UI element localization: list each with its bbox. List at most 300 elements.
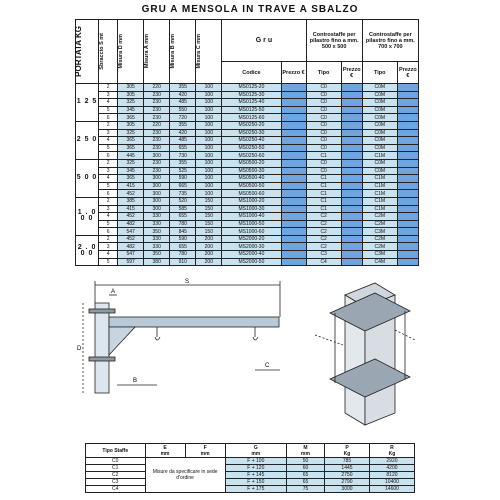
misura-c-cell: 100 xyxy=(196,91,222,99)
misura-c-cell: 100 xyxy=(196,152,222,160)
dim-label-c: C xyxy=(265,363,270,369)
misura-a-cell: 230 xyxy=(144,99,170,107)
misura-b-cell: 910 xyxy=(170,258,196,266)
prezzo-gru-cell xyxy=(281,114,306,122)
sbraccio-cell: 3 xyxy=(99,91,118,99)
tipo-700-cell: C1M xyxy=(362,152,397,160)
prezzo-700-cell xyxy=(397,197,418,205)
table-row xyxy=(76,235,419,243)
prezzo-500-cell xyxy=(341,137,362,145)
prezzo-700-cell xyxy=(397,159,418,167)
prezzo-gru-cell xyxy=(281,251,306,259)
r-cell: 4200 xyxy=(369,465,414,472)
prezzo-700-cell xyxy=(397,114,418,122)
misura-b-cell: 485 xyxy=(170,99,196,107)
prezzo-gru-cell xyxy=(281,213,306,221)
misura-a-cell: 220 xyxy=(144,121,170,129)
header-prezzo-500: Prezzo € xyxy=(341,62,362,84)
tipo-700-cell: C0M xyxy=(362,167,397,175)
misura-c-cell: 100 xyxy=(196,137,222,145)
prezzo-500-cell xyxy=(341,114,362,122)
prezzo-gru-cell xyxy=(281,235,306,243)
sbraccio-cell: 2 xyxy=(99,197,118,205)
table-row xyxy=(86,479,415,486)
misura-a-cell: 230 xyxy=(144,129,170,137)
tipo-500-cell: C2 xyxy=(306,243,341,251)
portata-cell: 1 2 5 xyxy=(76,84,99,122)
sbraccio-cell: 3 xyxy=(99,129,118,137)
misura-d-cell: 365 xyxy=(118,175,144,183)
prezzo-500-cell xyxy=(341,228,362,236)
prezzo-gru-cell xyxy=(281,106,306,114)
sbraccio-cell: 6 xyxy=(99,190,118,198)
m-cell: 60 xyxy=(286,465,324,472)
codice-cell: MS2000-40 xyxy=(222,251,281,259)
prezzo-700-cell xyxy=(397,258,418,266)
prezzo-700-cell xyxy=(397,84,418,92)
g-cell: F + 175 xyxy=(225,486,286,493)
header-m: M mm xyxy=(286,444,324,458)
prezzo-500-cell xyxy=(341,258,362,266)
misura-a-cell: 220 xyxy=(144,84,170,92)
misura-b-cell: 550 xyxy=(170,106,196,114)
header-prezzo-700: Prezzo € xyxy=(397,62,418,84)
prezzo-gru-cell xyxy=(281,182,306,190)
page-title: GRU A MENSOLA IN TRAVE A SBALZO xyxy=(141,4,359,15)
table-row xyxy=(86,458,415,465)
misura-c-cell: 150 xyxy=(196,228,222,236)
dim-label-d: D xyxy=(77,346,82,352)
prezzo-gru-cell xyxy=(281,197,306,205)
tipo-700-cell: C1M xyxy=(362,175,397,183)
prezzo-500-cell xyxy=(341,190,362,198)
table-row xyxy=(76,91,419,99)
misura-a-cell: 230 xyxy=(144,167,170,175)
codice-cell: MS0250-40 xyxy=(222,137,281,145)
codice-cell: MS1000-60 xyxy=(222,228,281,236)
tipo-500-cell: C2 xyxy=(306,220,341,228)
misura-d-cell: 325 xyxy=(118,99,144,107)
portata-cell: 2 5 0 xyxy=(76,121,99,159)
tipo-700-cell: C0M xyxy=(362,99,397,107)
misura-b-cell: 735 xyxy=(170,190,196,198)
header-controstaffe-500: Controstaffe per pilastro fino a mm. 500 x 500 xyxy=(306,20,362,62)
prezzo-500-cell xyxy=(341,205,362,213)
sbraccio-cell: 2 xyxy=(99,84,118,92)
portata-cell: 5 0 0 xyxy=(76,159,99,197)
misura-c-cell: 150 xyxy=(196,197,222,205)
table-row xyxy=(86,486,415,493)
misura-d-cell: 305 xyxy=(118,91,144,99)
misura-c-cell: 150 xyxy=(196,220,222,228)
table-row xyxy=(76,175,419,183)
misura-d-cell: 547 xyxy=(118,228,144,236)
tipo-700-cell: C4M xyxy=(362,258,397,266)
misura-c-cell: 100 xyxy=(196,175,222,183)
misura-d-cell: 452 xyxy=(118,235,144,243)
misura-d-cell: 445 xyxy=(118,152,144,160)
sbraccio-cell: 3 xyxy=(99,205,118,213)
sbraccio-cell: 5 xyxy=(99,220,118,228)
misura-d-cell: 452 xyxy=(118,213,144,221)
table-row xyxy=(76,220,419,228)
misura-c-cell: 150 xyxy=(196,213,222,221)
prezzo-700-cell xyxy=(397,137,418,145)
prezzo-700-cell xyxy=(397,99,418,107)
misura-a-cell: 230 xyxy=(144,159,170,167)
sbraccio-cell: 3 xyxy=(99,167,118,175)
prezzo-700-cell xyxy=(397,251,418,259)
prezzo-700-cell xyxy=(397,106,418,114)
tipo-staffe-cell: C1 xyxy=(86,465,146,472)
codice-cell: MS0250-60 xyxy=(222,152,281,160)
misura-d-cell: 365 xyxy=(118,114,144,122)
misura-b-cell: 520 xyxy=(170,197,196,205)
codice-cell: MS2000-30 xyxy=(222,243,281,251)
misura-a-cell: 350 xyxy=(144,251,170,259)
tipo-700-cell: C3M xyxy=(362,251,397,259)
misura-a-cell: 330 xyxy=(144,243,170,251)
m-cell: 75 xyxy=(286,486,324,493)
crane-diagram xyxy=(75,275,420,440)
tipo-700-cell: C2M xyxy=(362,243,397,251)
header-controstaffe-700: Controstaffe per pilastro fino a mm. 700 x 700 xyxy=(362,20,418,62)
table-row xyxy=(76,243,419,251)
p-cell: 785 xyxy=(325,458,370,465)
table-row xyxy=(76,84,419,92)
r-cell: 10400 xyxy=(369,479,414,486)
codice-cell: MS0125-20 xyxy=(222,84,281,92)
tipo-500-cell: C1 xyxy=(306,205,341,213)
misura-c-cell: 100 xyxy=(196,121,222,129)
misura-b-cell: 730 xyxy=(170,152,196,160)
table-row xyxy=(76,228,419,236)
prezzo-700-cell xyxy=(397,190,418,198)
tipo-500-cell: C0 xyxy=(306,121,341,129)
prezzo-500-cell xyxy=(341,144,362,152)
prezzo-gru-cell xyxy=(281,205,306,213)
misura-c-cell: 100 xyxy=(196,99,222,107)
table-row xyxy=(76,106,419,114)
sbraccio-cell: 5 xyxy=(99,182,118,190)
header-misura-c: Misura C mm xyxy=(196,20,222,84)
header-prezzo-gru: Prezzo € xyxy=(281,62,306,84)
misura-b-cell: 590 xyxy=(170,175,196,183)
misura-d-cell: 547 xyxy=(118,251,144,259)
m-cell: 50 xyxy=(286,458,324,465)
header-gru: G r u xyxy=(222,20,306,62)
prezzo-700-cell xyxy=(397,167,418,175)
prezzo-500-cell xyxy=(341,197,362,205)
table-row xyxy=(76,251,419,259)
g-cell: F + 145 xyxy=(225,472,286,479)
r-cell: 14600 xyxy=(369,486,414,493)
misura-a-cell: 330 xyxy=(144,235,170,243)
misura-d-cell: 597 xyxy=(118,258,144,266)
misura-c-cell: 200 xyxy=(196,258,222,266)
prezzo-500-cell xyxy=(341,91,362,99)
g-cell: F + 150 xyxy=(225,479,286,486)
sbraccio-cell: 6 xyxy=(99,152,118,160)
sbraccio-cell: 2 xyxy=(99,159,118,167)
misura-b-cell: 780 xyxy=(170,220,196,228)
tipo-700-cell: C3M xyxy=(362,228,397,236)
table-row xyxy=(76,121,419,129)
misura-c-cell: 100 xyxy=(196,167,222,175)
codice-cell: MS0500-20 xyxy=(222,159,281,167)
tipo-700-cell: C0M xyxy=(362,137,397,145)
misura-c-cell: 150 xyxy=(196,205,222,213)
header-e: E mm xyxy=(145,444,185,458)
p-cell: 2750 xyxy=(325,472,370,479)
prezzo-gru-cell xyxy=(281,84,306,92)
misura-a-cell: 330 xyxy=(144,213,170,221)
misura-d-cell: 325 xyxy=(118,159,144,167)
m-cell: 65 xyxy=(286,479,324,486)
prezzo-500-cell xyxy=(341,243,362,251)
prezzo-700-cell xyxy=(397,235,418,243)
tipo-700-cell: C1M xyxy=(362,190,397,198)
prezzo-700-cell xyxy=(397,220,418,228)
misura-a-cell: 230 xyxy=(144,91,170,99)
prezzo-500-cell xyxy=(341,121,362,129)
misura-a-cell: 230 xyxy=(144,114,170,122)
dim-label-a: A xyxy=(111,289,116,295)
prezzo-500-cell xyxy=(341,175,362,183)
sbraccio-cell: 4 xyxy=(99,175,118,183)
sbraccio-cell: 6 xyxy=(99,228,118,236)
tipo-500-cell: C1 xyxy=(306,182,341,190)
misura-d-cell: 365 xyxy=(118,144,144,152)
tipo-500-cell: C2 xyxy=(306,228,341,236)
tipo-500-cell: C0 xyxy=(306,137,341,145)
tipo-700-cell: C2M xyxy=(362,213,397,221)
table-row xyxy=(76,99,419,107)
prezzo-500-cell xyxy=(341,152,362,160)
misura-d-cell: 365 xyxy=(118,137,144,145)
table-row xyxy=(76,167,419,175)
prezzo-500-cell xyxy=(341,167,362,175)
tipo-500-cell: C0 xyxy=(306,144,341,152)
g-cell: F + 100 xyxy=(225,458,286,465)
prezzo-500-cell xyxy=(341,251,362,259)
table-row xyxy=(76,190,419,198)
tipo-500-cell: C0 xyxy=(306,167,341,175)
prezzo-700-cell xyxy=(397,205,418,213)
header-tipo-staffe: Tipo Staffe xyxy=(86,444,146,458)
codice-cell: MS0500-30 xyxy=(222,167,281,175)
codice-cell: MS1000-40 xyxy=(222,213,281,221)
misura-a-cell: 300 xyxy=(144,175,170,183)
table-row xyxy=(86,465,415,472)
prezzo-700-cell xyxy=(397,91,418,99)
codice-cell: MS2000-20 xyxy=(222,235,281,243)
codice-cell: MS0125-60 xyxy=(222,114,281,122)
table-row xyxy=(76,205,419,213)
prezzo-gru-cell xyxy=(281,220,306,228)
misura-c-cell: 100 xyxy=(196,106,222,114)
controstaffe-isometric xyxy=(315,283,415,425)
codice-cell: MS0250-20 xyxy=(222,121,281,129)
tipo-700-cell: C0M xyxy=(362,121,397,129)
tipo-staffe-cell: C4 xyxy=(86,486,146,493)
misura-d-cell: 482 xyxy=(118,243,144,251)
tipo-500-cell: C1 xyxy=(306,175,341,183)
header-portata: PORTATA KG xyxy=(76,20,99,84)
portata-cell: 1 . 0 0 0 xyxy=(76,197,99,235)
tipo-500-cell: C3 xyxy=(306,251,341,259)
tipo-staffe-cell: C2 xyxy=(86,472,146,479)
table-row xyxy=(76,197,419,205)
g-cell: F + 120 xyxy=(225,465,286,472)
misura-d-cell: 305 xyxy=(118,121,144,129)
misura-b-cell: 780 xyxy=(170,251,196,259)
prezzo-500-cell xyxy=(341,129,362,137)
header-misura-d: Misura D mm xyxy=(118,20,144,84)
codice-cell: MS0500-50 xyxy=(222,182,281,190)
misura-a-cell: 300 xyxy=(144,152,170,160)
codice-cell: MS1000-30 xyxy=(222,205,281,213)
tipo-700-cell: C0M xyxy=(362,84,397,92)
prezzo-gru-cell xyxy=(281,137,306,145)
misura-a-cell: 230 xyxy=(144,106,170,114)
sbraccio-cell: 3 xyxy=(99,243,118,251)
misura-c-cell: 200 xyxy=(196,235,222,243)
misura-d-cell: 345 xyxy=(118,106,144,114)
codice-cell: MS0500-60 xyxy=(222,190,281,198)
tipo-500-cell: C2 xyxy=(306,213,341,221)
p-cell: 2790 xyxy=(325,479,370,486)
misura-c-cell: 100 xyxy=(196,182,222,190)
misura-c-cell: 100 xyxy=(196,190,222,198)
misura-c-cell: 200 xyxy=(196,243,222,251)
prezzo-gru-cell xyxy=(281,129,306,137)
misura-d-cell: 415 xyxy=(118,182,144,190)
table-row xyxy=(76,129,419,137)
header-misura-b: Misura B mm xyxy=(170,20,196,84)
bracket-table xyxy=(85,443,415,493)
misura-c-cell: 100 xyxy=(196,129,222,137)
misura-b-cell: 590 xyxy=(170,235,196,243)
prezzo-gru-cell xyxy=(281,228,306,236)
header-f: F mm xyxy=(185,444,225,458)
codice-cell: MS0250-50 xyxy=(222,144,281,152)
header-g: G mm xyxy=(225,444,286,458)
prezzo-700-cell xyxy=(397,228,418,236)
table-row xyxy=(76,114,419,122)
prezzo-500-cell xyxy=(341,182,362,190)
tipo-staffe-cell: C3 xyxy=(86,479,146,486)
table-row xyxy=(76,144,419,152)
prezzo-gru-cell xyxy=(281,243,306,251)
dim-label-b: B xyxy=(133,378,138,384)
sbraccio-cell: 2 xyxy=(99,235,118,243)
header-tipo-500: Tipo xyxy=(306,62,341,84)
m-cell: 65 xyxy=(286,472,324,479)
codice-cell: MS2000-50 xyxy=(222,258,281,266)
header-sbraccio: Sbraccio S mt xyxy=(99,20,118,84)
p-cell: 1445 xyxy=(325,465,370,472)
misura-a-cell: 330 xyxy=(144,220,170,228)
misura-a-cell: 380 xyxy=(144,258,170,266)
codice-cell: MS0500-40 xyxy=(222,175,281,183)
tipo-500-cell: C1 xyxy=(306,197,341,205)
header-p: P Kg xyxy=(325,444,370,458)
prezzo-700-cell xyxy=(397,175,418,183)
tipo-500-cell: C2 xyxy=(306,235,341,243)
tipo-500-cell: C0 xyxy=(306,106,341,114)
sbraccio-cell: 4 xyxy=(99,213,118,221)
sbraccio-cell: 4 xyxy=(99,137,118,145)
tipo-500-cell: C0 xyxy=(306,159,341,167)
crane-table xyxy=(75,19,419,266)
tipo-500-cell: C0 xyxy=(306,99,341,107)
sbraccio-cell: 4 xyxy=(99,251,118,259)
table-row xyxy=(76,159,419,167)
prezzo-500-cell xyxy=(341,220,362,228)
prezzo-700-cell xyxy=(397,182,418,190)
table-row xyxy=(76,152,419,160)
tipo-700-cell: C0M xyxy=(362,159,397,167)
table-row xyxy=(86,472,415,479)
misura-d-cell: 452 xyxy=(118,190,144,198)
prezzo-gru-cell xyxy=(281,159,306,167)
prezzo-700-cell xyxy=(397,213,418,221)
misura-a-cell: 300 xyxy=(144,205,170,213)
r-cell: 2920 xyxy=(369,458,414,465)
table-row xyxy=(76,213,419,221)
misura-c-cell: 200 xyxy=(196,251,222,259)
misura-a-cell: 230 xyxy=(144,137,170,145)
misura-d-cell: 305 xyxy=(118,84,144,92)
prezzo-gru-cell xyxy=(281,121,306,129)
prezzo-gru-cell xyxy=(281,167,306,175)
tipo-500-cell: C1 xyxy=(306,190,341,198)
misura-b-cell: 355 xyxy=(170,121,196,129)
codice-cell: MS0125-50 xyxy=(222,106,281,114)
misura-c-cell: 100 xyxy=(196,114,222,122)
codice-cell: MS0125-40 xyxy=(222,99,281,107)
misura-d-cell: 385 xyxy=(118,197,144,205)
table-row xyxy=(76,182,419,190)
prezzo-700-cell xyxy=(397,144,418,152)
tipo-700-cell: C0M xyxy=(362,91,397,99)
misura-b-cell: 485 xyxy=(170,137,196,145)
misura-b-cell: 655 xyxy=(170,144,196,152)
sbraccio-cell: 2 xyxy=(99,121,118,129)
prezzo-500-cell xyxy=(341,106,362,114)
tipo-500-cell: C1 xyxy=(306,152,341,160)
misura-a-cell: 300 xyxy=(144,197,170,205)
tipo-700-cell: C0M xyxy=(362,144,397,152)
misura-b-cell: 720 xyxy=(170,114,196,122)
misura-a-cell: 230 xyxy=(144,144,170,152)
misura-b-cell: 420 xyxy=(170,91,196,99)
prezzo-gru-cell xyxy=(281,144,306,152)
misura-a-cell: 300 xyxy=(144,190,170,198)
tipo-700-cell: C2M xyxy=(362,235,397,243)
codice-cell: MS1000-50 xyxy=(222,220,281,228)
header-misura-a: Misura A mm xyxy=(144,20,170,84)
prezzo-gru-cell xyxy=(281,258,306,266)
tipo-700-cell: C1M xyxy=(362,182,397,190)
tipo-700-cell: C1M xyxy=(362,197,397,205)
misura-b-cell: 655 xyxy=(170,213,196,221)
misura-a-cell: 300 xyxy=(144,182,170,190)
header-codice: Codice xyxy=(222,62,281,84)
misura-b-cell: 525 xyxy=(170,167,196,175)
tipo-500-cell: C0 xyxy=(306,114,341,122)
